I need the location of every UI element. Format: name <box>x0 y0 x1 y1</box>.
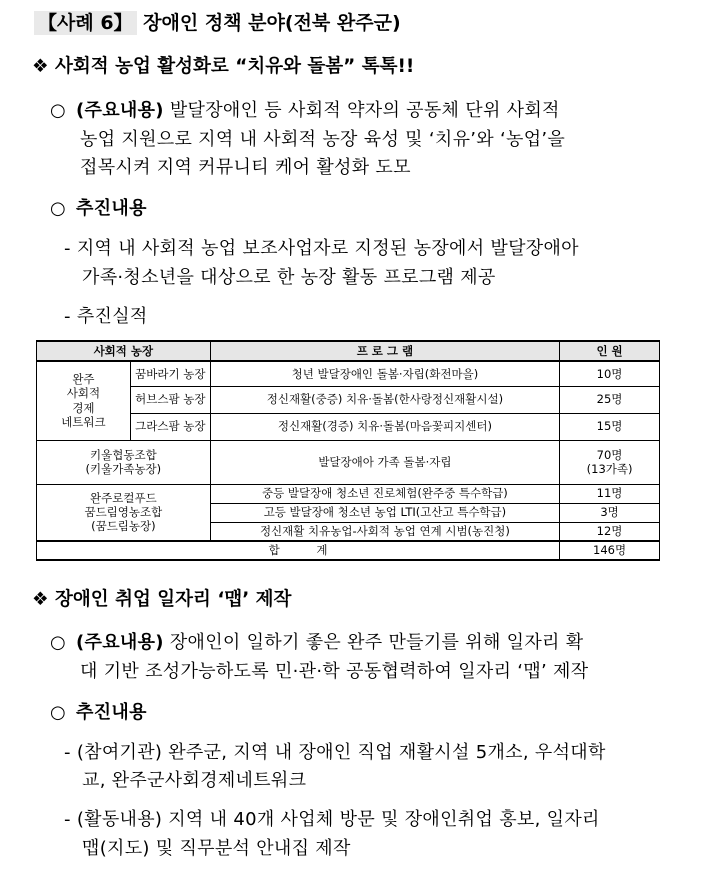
section2-main-line2: 대 기반 조성가능하도록 민·관·학 공동협력하여 일자리 ‘맵’ 제작 <box>80 661 589 682</box>
program-cell: 중등 발달장애 청소년 진로체험(완주중 특수학급) <box>210 484 559 503</box>
section1-main-label: (주요내용) <box>76 100 164 121</box>
section2-promo-label: 추진내용 <box>76 702 147 723</box>
total-count: 146명 <box>560 541 660 560</box>
table-row <box>37 386 660 413</box>
table-total-row <box>37 541 660 560</box>
program-cell: 고등 발달장애 청소년 농업 LTI(고산고 특수학급) <box>210 503 559 522</box>
page-title <box>34 8 401 35</box>
section1-promo-bullet: ○ <box>50 198 67 219</box>
group1-name-line: 경제 <box>72 400 95 415</box>
count-line: 70명 <box>596 447 623 462</box>
table-row <box>37 361 660 386</box>
total-label: 합 계 <box>37 541 560 560</box>
count-cell: 25명 <box>560 386 660 413</box>
header-count: 인 원 <box>560 341 660 361</box>
section1-main-line1 <box>50 96 560 122</box>
group3-name-line: (꿈드림농장) <box>91 519 156 534</box>
section2-promo-heading <box>50 698 147 724</box>
group3-name <box>37 484 211 541</box>
section1-heading: ❖ 사회적 농업 활성화로 “치유와 돌봄” 톡톡!! <box>32 56 415 77</box>
header-farm: 사회적 농장 <box>37 341 211 361</box>
count-cell: 3명 <box>560 503 660 522</box>
group2-name <box>37 440 211 484</box>
results-table-wrap <box>36 340 660 561</box>
section1-main-line3: 접목시켜 지역 커뮤니티 케어 활성화 도모 <box>80 157 411 178</box>
section2-item2-line2: 맵(지도) 및 직무분석 안내집 제작 <box>82 838 351 859</box>
count-cell <box>560 440 660 484</box>
farm-cell: 꿈바라기 농장 <box>130 361 210 386</box>
table-row <box>37 440 660 484</box>
program-cell: 청년 발달장애인 돌봄·자립(화전마을) <box>210 361 559 386</box>
section1-main-bullet: ○ <box>50 100 67 121</box>
farm-cell: 허브스팜 농장 <box>130 386 210 413</box>
section2-main-label: (주요내용) <box>76 632 164 653</box>
group1-name-line: 사회적 <box>66 386 101 401</box>
table-row <box>37 413 660 440</box>
section2-item1-line1: - (참여기관) 완주군, 지역 내 장애인 직업 재활시설 5개소, 우석대학 <box>64 742 606 763</box>
section1-promo-heading <box>50 194 147 220</box>
group2-name-line: 키울협동조합 <box>90 447 157 462</box>
program-cell: 정신재활 치유농업-사회적 농업 연계 시범(농진청) <box>210 522 559 541</box>
program-cell: 정신재활(중증) 치유·돌봄(한사랑정신재활시설) <box>210 386 559 413</box>
case-label: 【사례 6】 <box>34 11 137 35</box>
results-table <box>36 340 660 561</box>
group2-name-line: (키울가족농장) <box>85 462 162 476</box>
section2-item1-line2: 교, 완주군사회경제네트워크 <box>82 770 307 791</box>
header-program: 프 로 그 램 <box>210 341 559 361</box>
group3-name-line: 완주로컬푸드 <box>90 490 157 505</box>
section2-main-line1 <box>50 628 583 654</box>
title-text: 장애인 정책 분야(전북 완주군) <box>143 12 401 34</box>
section2-main-bullet: ○ <box>50 632 67 653</box>
count-cell: 15명 <box>560 413 660 440</box>
count-cell: 11명 <box>560 484 660 503</box>
section1-main-text1: 발달장애인 등 사회적 약자의 공동체 단위 사회적 <box>163 100 560 121</box>
group1-name <box>37 361 131 440</box>
section1-promo-line1: - 지역 내 사회적 농업 보조사업자로 지정된 농장에서 발달장애아 <box>64 238 579 259</box>
table-row <box>37 484 660 503</box>
section1-promo-line2: 가족·청소년을 대상으로 한 농장 활동 프로그램 제공 <box>82 267 496 288</box>
program-cell: 발달장애아 가족 돌봄·자립 <box>210 440 559 484</box>
section1-promo-label: 추진내용 <box>76 198 147 219</box>
section2-main-text1: 장애인이 일하기 좋은 완주 만들기를 위해 일자리 확 <box>163 632 584 653</box>
farm-cell: 그라스팜 농장 <box>130 413 210 440</box>
section1-results: - 추진실적 <box>64 306 148 327</box>
group1-name-line: 완주 <box>72 372 95 386</box>
count-cell: 10명 <box>560 361 660 386</box>
section2-heading: ❖ 장애인 취업 일자리 ‘맵’ 제작 <box>32 589 292 610</box>
group1-name-line: 네트워크 <box>61 415 106 430</box>
section2-item2-line1: - (활동내용) 지역 내 40개 사업체 방문 및 장애인취업 홍보, 일자리 <box>64 809 600 830</box>
count-line: (13가족) <box>586 462 633 476</box>
section1-main-line2: 농업 지원으로 지역 내 사회적 농장 육성 및 ‘치유’와 ‘농업’을 <box>80 129 566 150</box>
group3-name-line: 꿈드림영농조합 <box>84 505 163 520</box>
count-cell: 12명 <box>560 522 660 541</box>
section2-promo-bullet: ○ <box>50 702 67 723</box>
program-cell: 정신재활(경증) 치유·돌봄(마음꽃피지센터) <box>210 413 559 440</box>
